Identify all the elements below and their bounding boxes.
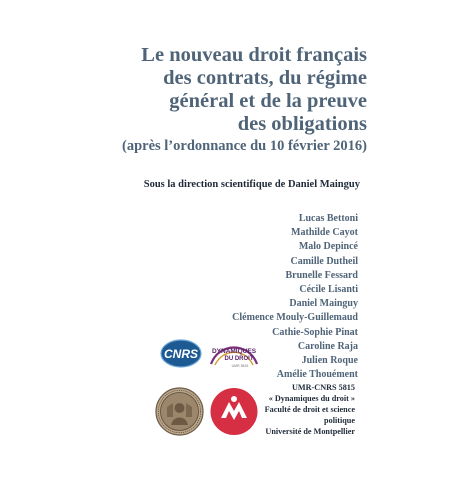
dynamiques-line2: DU DROIT (224, 356, 254, 362)
author-name: Caroline Raja (297, 340, 358, 352)
author-name: Amélie Thouément (276, 369, 358, 381)
author-name: Cathie-Sophie Pinat (272, 326, 358, 338)
lab-line: Faculté de droit et science (264, 405, 355, 414)
lab-line: « Dynamiques du droit » (268, 394, 355, 403)
author-name: Brunelle Fessard (285, 269, 358, 281)
university-seal-icon (155, 387, 204, 436)
lab-line: politique (324, 416, 355, 425)
author-name: Cécile Lisanti (299, 284, 358, 296)
author-name: Mathilde Cayot (291, 227, 358, 239)
title-line: des contrats, du régime (163, 67, 367, 89)
title-line: Le nouveau droit français (141, 44, 367, 66)
dynamiques-line1: DYNAMIQUES (211, 348, 257, 355)
lab-line: Université de Montpellier (265, 427, 355, 436)
title-line: général et de la preuve (169, 90, 367, 112)
author-name: Camille Dutheil (290, 255, 358, 267)
title-line: des obligations (237, 113, 367, 135)
lab-address (215, 382, 355, 437)
lab-line: UMR-CNRS 5815 (292, 383, 355, 392)
book-subtitle: (après l’ordonnance du 10 février 2016) (122, 138, 367, 154)
author-name: Daniel Mainguy (289, 298, 358, 310)
author-name: Julien Roque (301, 355, 358, 367)
dynamiques-du-droit-logo (209, 338, 259, 370)
book-title (37, 44, 367, 136)
dynamiques-line3: UMR 5815 (231, 364, 249, 368)
cnrs-logo (160, 339, 202, 368)
author-name: Lucas Bettoni (298, 213, 358, 224)
scientific-direction: Sous la direction scientifique de Daniel Mainguy (143, 179, 360, 190)
author-name: Clémence Mouly-Guillemaud (232, 312, 358, 324)
author-name: Malo Depincé (298, 241, 358, 253)
cnrs-logo-text: CNRS (163, 347, 199, 361)
